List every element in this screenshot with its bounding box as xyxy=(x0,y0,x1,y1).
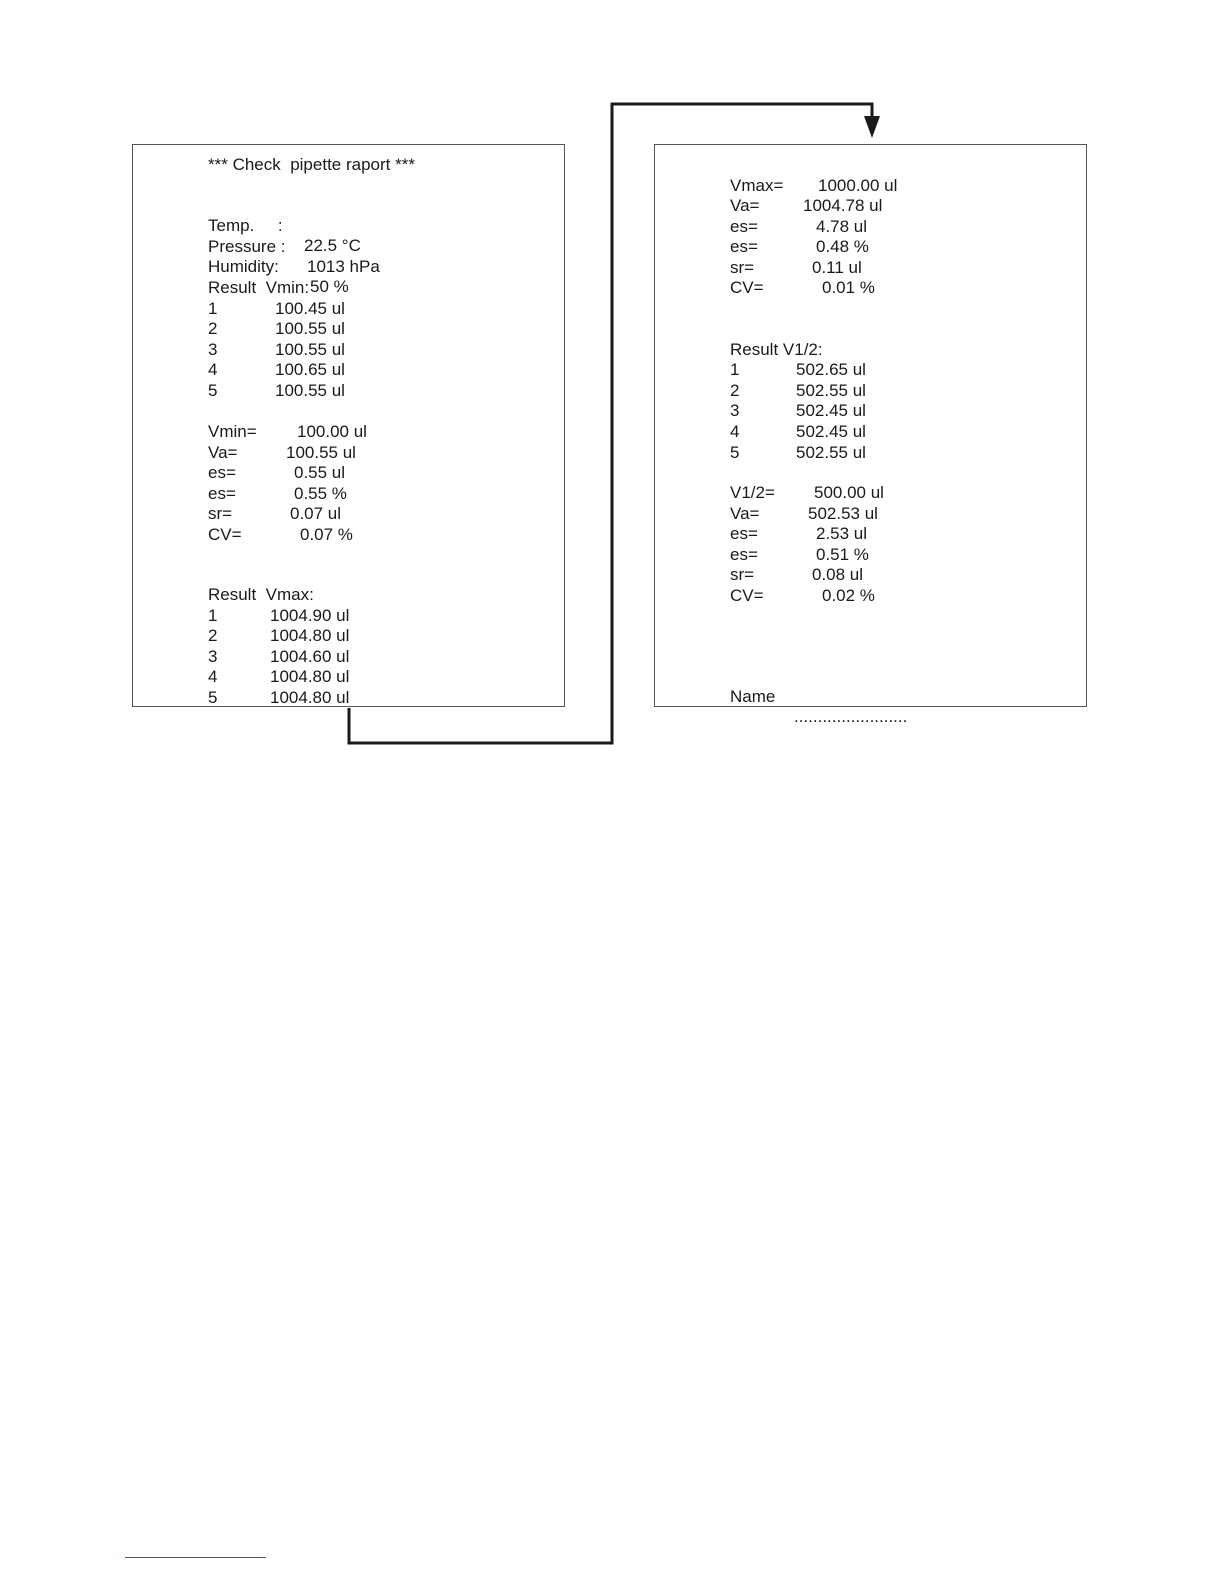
vmax-heading: Result Vmax: xyxy=(208,585,314,604)
printout-page-1: *** Check pipette raport *** Temp. : 22.5 °C Pressure : 1013 hPa Humidity: 50 % Result Vmin: 1 100.45 ul 2 100.55 ul 3 100.55 ul 4 100.65 ul 5 100.55 ul Vmin= 100.00 ul Va= 100.55 ul es= 0.55 ul es= 0.55 % sr= 0.07 ul CV= 0.07 % Result Vmax: 1 1004.90 ul 2 1004.80 ul 3 1004.60 ul 4 1004.80 ul 5 1004.80 ul xyxy=(132,144,565,707)
condition-temp: Temp. : 22.5 °C xyxy=(208,216,361,255)
vmin-heading: Result Vmin: xyxy=(208,278,310,297)
condition-humidity: Humidity: 50 % xyxy=(208,257,349,296)
condition-pressure: Pressure : 1013 hPa xyxy=(208,237,380,276)
report-title: *** Check pipette raport *** xyxy=(208,155,415,174)
arrowhead-icon xyxy=(864,116,880,138)
printout-page-2: Vmax= 1000.00 ul Va= 1004.78 ul es= 4.78 ul es= 0.48 % sr= 0.11 ul CV= 0.01 % Result V1/2: 1 502.65 ul 2 502.55 ul 3 502.45 ul 4 502.45 ul 5 502.55 ul V1/2= 500.00 ul Va= 502.53 ul es= 2.53 ul es= 0.51 % sr= 0.08 ul CV= 0.02 % Name ........................ xyxy=(654,144,1087,707)
footnote-rule xyxy=(125,1557,266,1558)
name-label: Name xyxy=(730,687,776,706)
name-dots: ........................ xyxy=(794,707,908,726)
vhalf-heading: Result V1/2: xyxy=(730,340,823,359)
signature-line xyxy=(730,667,908,747)
